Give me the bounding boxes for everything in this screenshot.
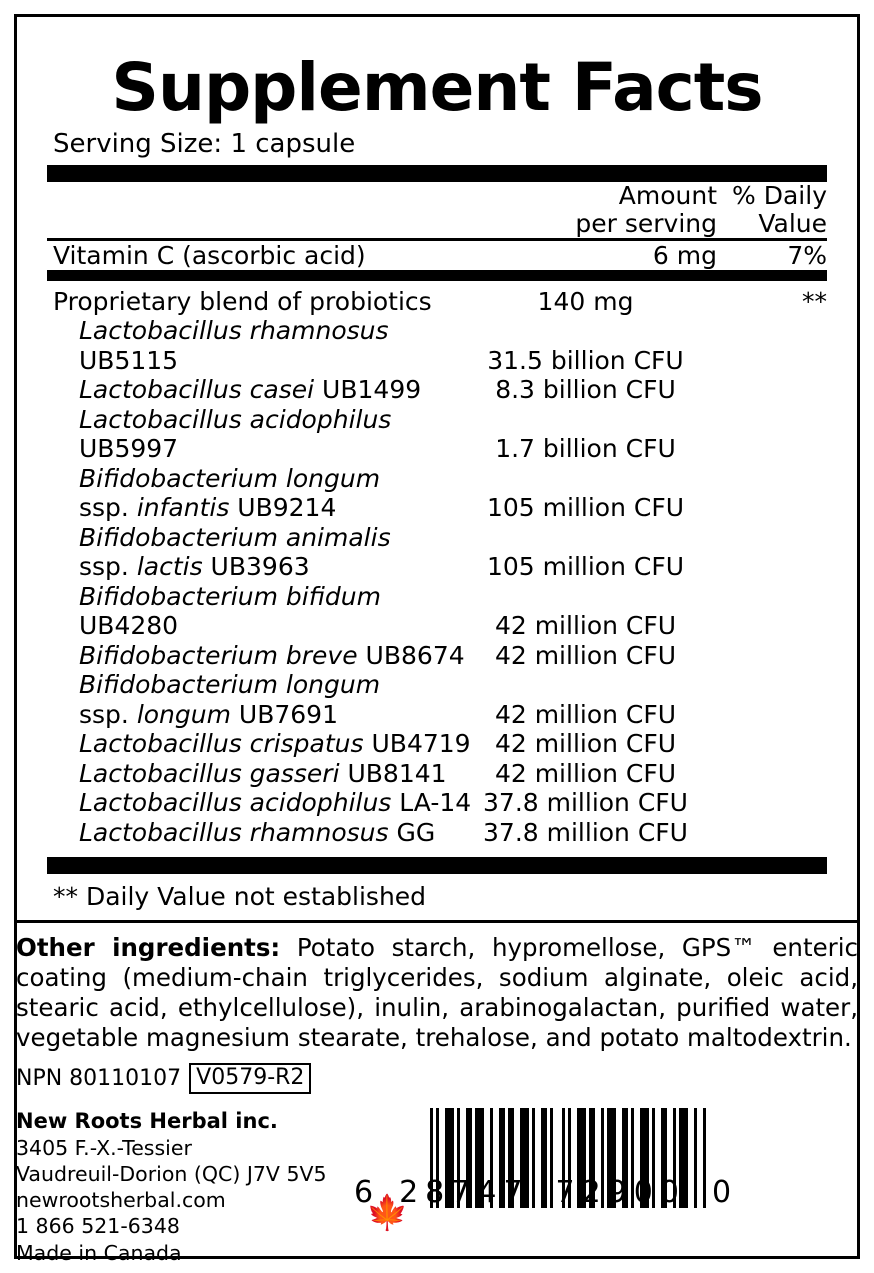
column-header-daily-value (717, 182, 827, 238)
strain-code: UB8141 (339, 758, 447, 788)
strain-genus: Lactobacillus crispatus (79, 729, 364, 758)
page-title: Supplement Facts (111, 49, 763, 126)
table-row-strain (47, 405, 827, 464)
other-ingredients-label: Other ingredients: (16, 933, 281, 962)
strain-name (47, 464, 478, 494)
strain-species: infantis (136, 493, 230, 522)
barcode-group1: 28747 (399, 1175, 530, 1210)
strain-amount: 37.8 million CFU (483, 817, 688, 847)
column-header-amount (478, 182, 717, 238)
strain-name (47, 700, 478, 730)
strain-species: longum (136, 699, 231, 729)
table-row-vitamin-c (47, 241, 827, 270)
strain-genus: Bifidobacterium longum (79, 463, 381, 493)
strain-code: UB5997 (79, 434, 179, 463)
strain-ssp-prefix: ssp. (79, 699, 137, 729)
strain-code: UB1499 (314, 375, 422, 404)
strain-code: UB5115 (79, 345, 179, 375)
company-address-line2: Vaudreuil-Dorion (QC) J7V 5V5 (16, 1162, 327, 1186)
strain-name (47, 582, 478, 641)
nutrient-name: Vitamin C (ascorbic acid) (53, 241, 366, 270)
strain-amount: 31.5 billion CFU (487, 345, 684, 375)
table-row-strain (47, 641, 827, 671)
npn-line (16, 1063, 860, 1094)
strain-code: UB9214 (229, 493, 337, 522)
strain-amount: 8.3 billion CFU (495, 375, 676, 404)
blend-daily-value: ** (802, 287, 827, 316)
strain-genus: Lactobacillus rhamnosus (79, 817, 389, 847)
strain-name (47, 493, 478, 523)
strain-name (47, 670, 478, 700)
table-row-strain (47, 464, 827, 494)
strain-amount: 42 million CFU (494, 729, 677, 758)
company-address (16, 1108, 346, 1266)
strain-name (47, 818, 478, 848)
dv-label-line1: % Daily (732, 181, 827, 210)
strain-name (47, 405, 478, 464)
table-row-strain (47, 493, 827, 523)
blend-name: Proprietary blend of probiotics (53, 287, 432, 316)
table-row-strain (47, 700, 827, 730)
amount-label-line1: Amount (618, 181, 717, 210)
strain-genus: Lactobacillus gasseri (79, 758, 340, 788)
other-ingredients (16, 933, 858, 1053)
divider-thick-bottom (47, 857, 827, 874)
strain-amount: 105 million CFU (486, 493, 685, 522)
serving-size: Serving Size: 1 capsule (53, 129, 356, 159)
blend-amount: 140 mg (537, 287, 634, 316)
strain-genus: Bifidobacterium longum (79, 670, 381, 699)
strain-amount: 42 million CFU (494, 699, 677, 729)
company-name: New Roots Herbal inc. (16, 1108, 278, 1133)
section-divider (14, 920, 860, 923)
strain-code: UB7691 (230, 699, 338, 729)
table-row-strain (47, 759, 827, 789)
company-website[interactable]: newrootsherbal.com (16, 1188, 226, 1213)
strain-name (47, 729, 478, 759)
table-row-strain (47, 818, 827, 848)
table-row-strain (47, 523, 827, 553)
strain-amount: 1.7 billion CFU (495, 434, 676, 463)
strain-ssp-prefix: ssp. (79, 552, 137, 581)
strain-amount: 37.8 million CFU (483, 788, 688, 817)
barcode-lead-digit: 6 (354, 1175, 374, 1210)
table-row-strain (47, 582, 827, 641)
strain-species: lactis (136, 552, 203, 581)
strain-code: UB3963 (202, 552, 310, 581)
npn-number: NPN 80110107 (16, 1065, 182, 1091)
below-panel-section (14, 920, 860, 1266)
barcode-numbers (354, 1175, 731, 1210)
strain-amount: 105 million CFU (486, 552, 685, 581)
strain-name (47, 523, 478, 553)
table-row-strain (47, 729, 827, 759)
strain-genus: Lactobacillus casei (79, 375, 315, 404)
strain-genus: Lactobacillus rhamnosus (79, 316, 389, 345)
strain-amount: 42 million CFU (494, 640, 677, 670)
maple-leaf-icon: 🍁 (366, 1192, 409, 1233)
strain-code: UB4719 (363, 729, 471, 758)
strain-code: GG (388, 817, 436, 847)
strain-name (47, 316, 478, 375)
strain-genus: Lactobacillus acidophilus (79, 788, 392, 817)
strain-code: UB8674 (357, 640, 465, 670)
strain-ssp-prefix: ssp. (79, 493, 137, 522)
table-row-strain (47, 670, 827, 700)
strain-code: UB4280 (79, 611, 179, 640)
strain-genus: Lactobacillus acidophilus (79, 404, 392, 434)
facts-table (47, 182, 827, 847)
dv-label-line2: Value (758, 209, 827, 238)
table-row-proprietary-blend (47, 281, 827, 316)
nutrient-daily-value: 7% (787, 241, 827, 270)
strain-code: LA-14 (391, 788, 472, 817)
strain-amount: 42 million CFU (494, 611, 677, 640)
table-row-strain (47, 316, 827, 375)
amount-label-line2: per serving (575, 209, 717, 238)
strain-name (47, 375, 478, 405)
company-phone: 1 866 521-6348 (16, 1214, 180, 1239)
strain-genus: Bifidobacterium breve (79, 640, 358, 670)
made-in-canada: Made in Canada (16, 1240, 182, 1265)
strain-name (47, 788, 478, 818)
divider-medium-1 (47, 270, 827, 281)
barcode-trail-digit: 0 (711, 1175, 732, 1210)
nutrient-amount: 6 mg (652, 241, 717, 270)
version-code: V0579-R2 (189, 1063, 311, 1094)
other-ingredients-text: Potato starch, hypromellose, GPS™ enteric coating (medium-chain triglycerides, sodium alginate, oleic acid, stearic acid, ethylcellulose), inulin, arabinogalactan, purified water, vegetable magnesium stearate, trehalose, and potato maltodextrin. (16, 933, 858, 1052)
table-row-strain (47, 375, 827, 405)
daily-value-footnote: ** Daily Value not established (53, 882, 427, 911)
strain-amount: 42 million CFU (494, 758, 677, 788)
strain-name (47, 759, 478, 789)
strain-name (47, 552, 478, 582)
strain-genus: Bifidobacterium bifidum (79, 581, 381, 611)
table-header-row (47, 182, 827, 238)
divider-thick-top (47, 165, 827, 182)
table-row-strain (47, 552, 827, 582)
barcode-group2: 72900 (555, 1175, 686, 1210)
company-address-line1: 3405 F.-X.-Tessier (16, 1135, 192, 1160)
table-row-strain (47, 788, 827, 818)
strain-genus: Bifidobacterium animalis (79, 522, 391, 552)
strain-name (47, 641, 478, 671)
